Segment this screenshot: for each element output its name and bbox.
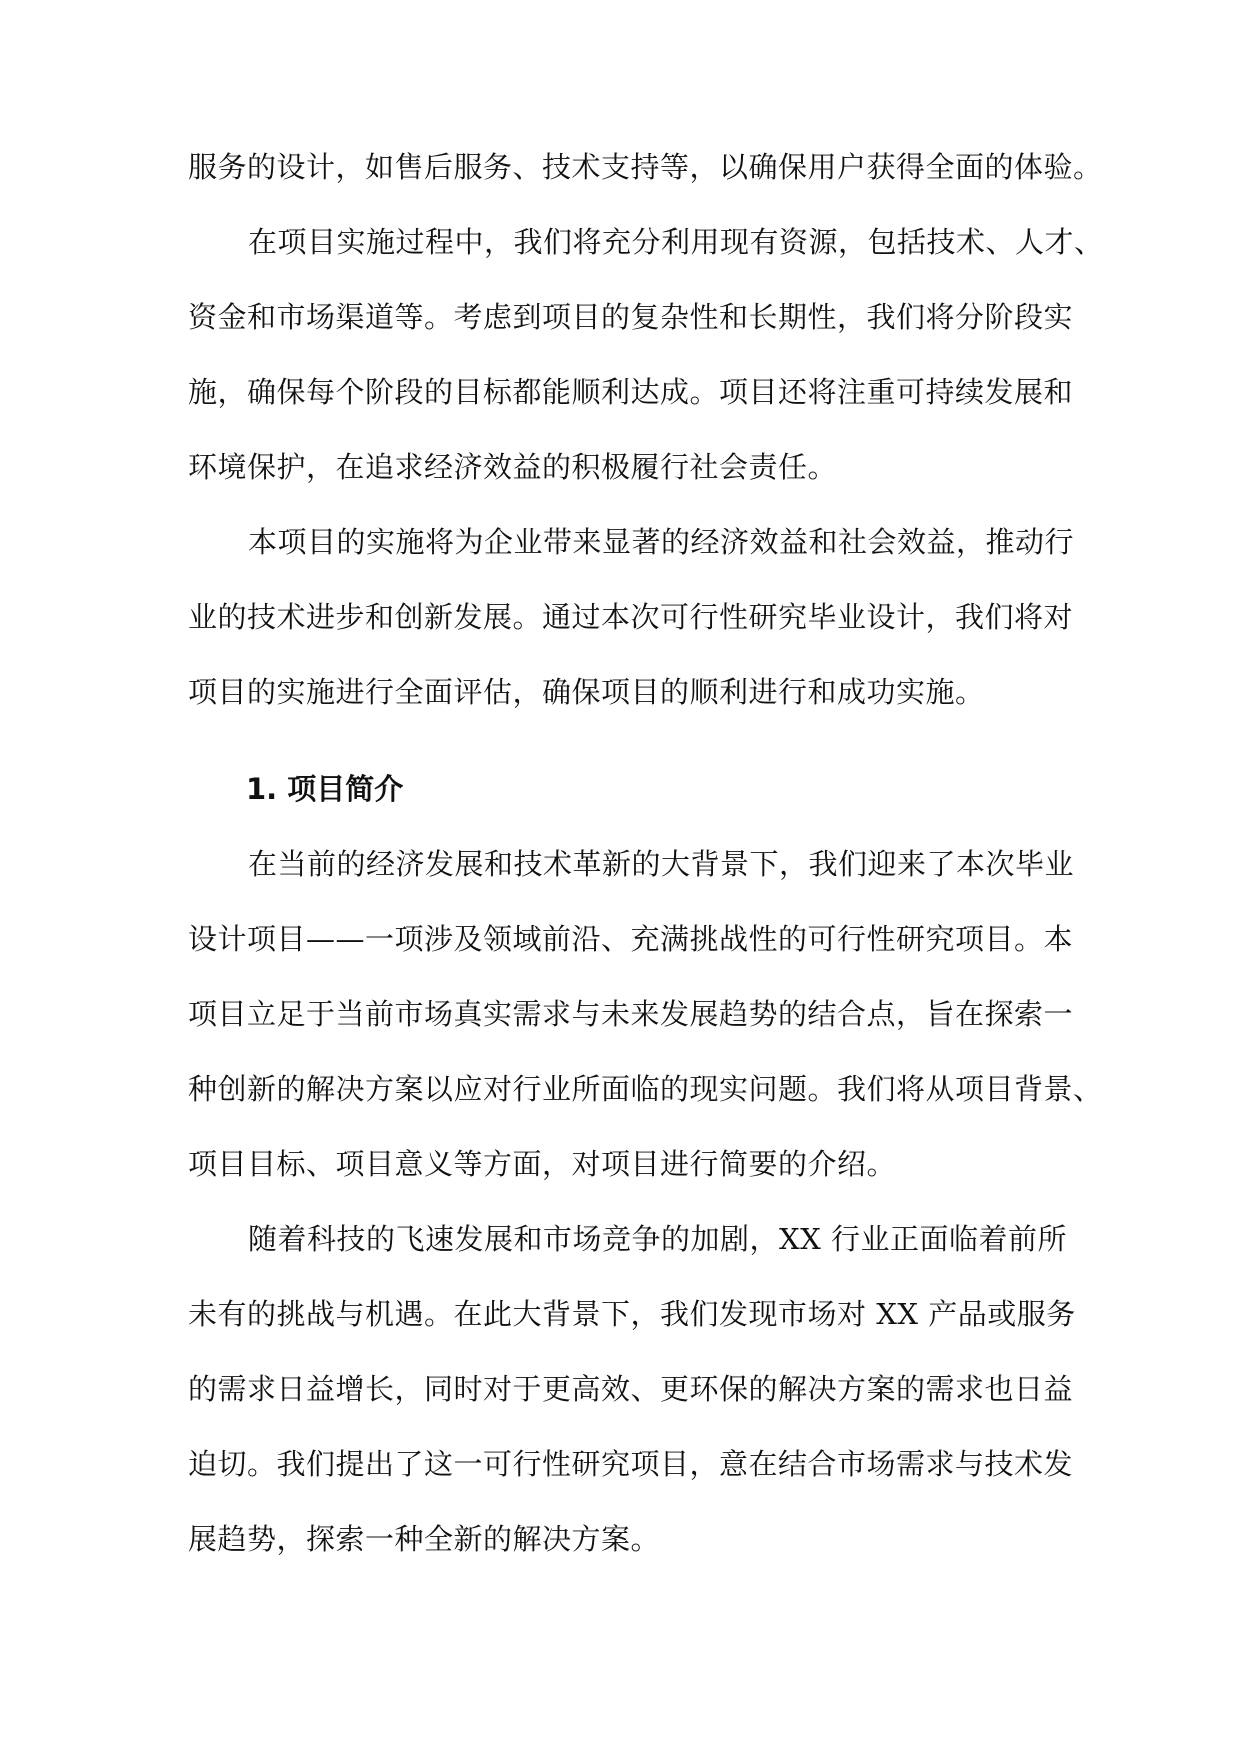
text-line: 项目目标、项目意义等方面，对项目进行简要的介绍。 <box>188 1147 897 1181</box>
section-heading: 1. 项目简介 <box>246 772 404 806</box>
text-line: 种创新的解决方案以应对行业所面临的现实问题。我们将从项目背景、 <box>188 1072 1103 1106</box>
text-line: 迫切。我们提出了这一可行性研究项目，意在结合市场需求与技术发 <box>188 1447 1074 1481</box>
text-line: 展趋势，探索一种全新的解决方案。 <box>188 1522 661 1556</box>
text-line: 的需求日益增长，同时对于更高效、更环保的解决方案的需求也日益 <box>188 1372 1074 1406</box>
paragraph-introduction <box>188 827 1103 1202</box>
text-line: 随着科技的飞速发展和市场竞争的加剧，XX 行业正面临着前所 <box>248 1222 1068 1256</box>
text-line: 在当前的经济发展和技术革新的大背景下，我们迎来了本次毕业 <box>248 847 1075 881</box>
section-spacer <box>188 730 1056 752</box>
text-line: 服务的设计，如售后服务、技术支持等，以确保用户获得全面的体验。 <box>188 150 1103 184</box>
paragraph-background <box>188 1202 1076 1577</box>
text-line: 业的技术进步和创新发展。通过本次可行性研究毕业设计，我们将对 <box>188 600 1074 634</box>
paragraph-implementation <box>188 205 1104 505</box>
document-body <box>188 130 1104 1577</box>
text-line: 本项目的实施将为企业带来显著的经济效益和社会效益，推动行 <box>248 525 1075 559</box>
text-line: 项目立足于当前市场真实需求与未来发展趋势的结合点，旨在探索一 <box>188 997 1074 1031</box>
paragraph-continuation <box>188 130 1103 205</box>
text-line: 在项目实施过程中，我们将充分利用现有资源，包括技术、人才、 <box>248 225 1104 259</box>
paragraph-benefits <box>188 505 1075 730</box>
text-line: 环境保护，在追求经济效益的积极履行社会责任。 <box>188 450 838 484</box>
text-line: 项目的实施进行全面评估，确保项目的顺利进行和成功实施。 <box>188 675 985 709</box>
text-line: 资金和市场渠道等。考虑到项目的复杂性和长期性，我们将分阶段实 <box>188 300 1074 334</box>
text-line: 施，确保每个阶段的目标都能顺利达成。项目还将注重可持续发展和 <box>188 375 1074 409</box>
text-line: 设计项目——一项涉及领域前沿、充满挑战性的可行性研究项目。本 <box>188 922 1074 956</box>
text-line: 未有的挑战与机遇。在此大背景下，我们发现市场对 XX 产品或服务 <box>188 1297 1076 1331</box>
